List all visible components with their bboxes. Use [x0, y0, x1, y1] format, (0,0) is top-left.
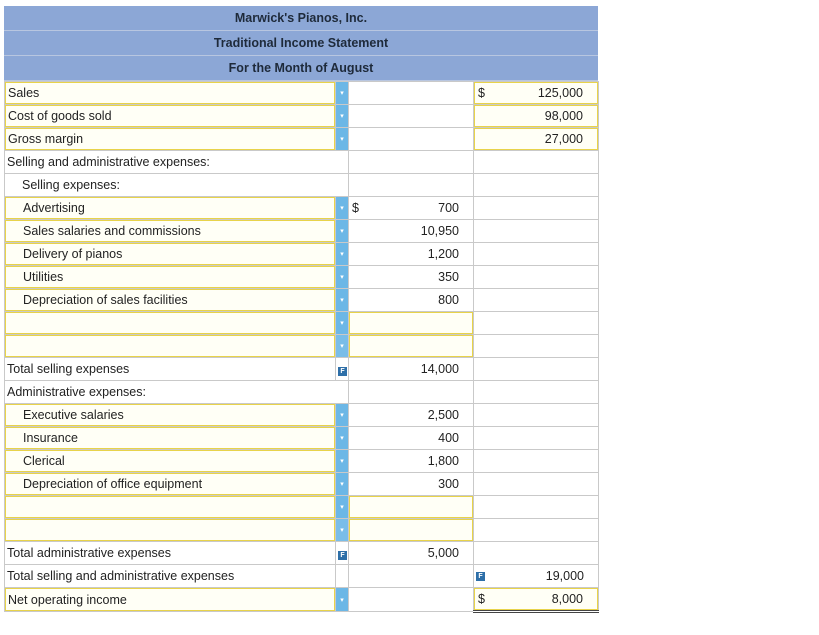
advertising-amount-field[interactable]: $ 700: [352, 201, 459, 215]
row-total-sell-admin: Total selling and administrative expenses F 19,000: [5, 565, 599, 588]
cogs-label-field[interactable]: Cost of goods sold: [5, 105, 335, 127]
row-blank-selling-1: [5, 312, 599, 335]
blank-label-field[interactable]: [5, 519, 335, 541]
sales-salaries-label-field[interactable]: Sales salaries and commissions: [5, 220, 335, 242]
statement-table: [4, 81, 599, 613]
chevron-down-icon[interactable]: ▾: [336, 243, 348, 265]
chevron-down-icon[interactable]: ▾: [336, 289, 348, 311]
insurance-amount-field[interactable]: 400: [438, 431, 459, 445]
net-income-label-field[interactable]: Net operating income: [5, 588, 335, 611]
blank-amount-field[interactable]: [349, 312, 473, 334]
gross-margin-amount-field[interactable]: 27,000: [474, 128, 598, 150]
chevron-down-icon[interactable]: ▾: [336, 197, 348, 219]
chevron-down-icon[interactable]: ▾: [336, 404, 348, 426]
row-blank-admin-1: [5, 496, 599, 519]
blank-label-field[interactable]: [5, 496, 335, 518]
row-clerical: [5, 450, 599, 473]
company-name: Marwick's Pianos, Inc.: [4, 6, 598, 31]
blank-amount-field[interactable]: [349, 519, 473, 541]
gross-margin-label-field[interactable]: Gross margin: [5, 128, 335, 150]
sales-salaries-amount-field[interactable]: 10,950: [420, 224, 459, 238]
row-utilities: [5, 266, 599, 289]
sales-amount-field[interactable]: $ 125,000: [474, 82, 598, 104]
row-blank-selling-2: [5, 335, 599, 358]
chevron-down-icon[interactable]: ▾: [336, 266, 348, 288]
chevron-down-icon[interactable]: ▾: [336, 473, 348, 495]
depr-sales-amount-field[interactable]: 800: [438, 293, 459, 307]
row-depr-sales: [5, 289, 599, 312]
statement-period: For the Month of August: [4, 56, 598, 81]
row-sell-admin-heading: Selling and administrative expenses:: [5, 151, 599, 174]
row-total-selling: Total selling expenses F 14,000: [5, 358, 599, 381]
chevron-down-icon[interactable]: ▾: [336, 335, 348, 357]
cogs-amount-field[interactable]: 98,000: [474, 105, 598, 127]
row-total-admin: Total administrative expenses F 5,000: [5, 542, 599, 565]
row-blank-admin-2: [5, 519, 599, 542]
row-cogs: [5, 105, 599, 128]
chevron-down-icon[interactable]: ▾: [336, 450, 348, 472]
row-insurance: [5, 427, 599, 450]
insurance-label-field[interactable]: Insurance: [5, 427, 335, 449]
delivery-amount-field[interactable]: 1,200: [427, 247, 459, 261]
delivery-label-field[interactable]: Delivery of pianos: [5, 243, 335, 265]
formula-icon[interactable]: F: [338, 551, 347, 560]
depr-office-amount-field[interactable]: 300: [438, 477, 459, 491]
chevron-down-icon[interactable]: ▾: [336, 519, 348, 541]
row-depr-office: [5, 473, 599, 496]
formula-icon[interactable]: F: [476, 572, 485, 581]
row-gross-margin: [5, 128, 599, 151]
clerical-label-field[interactable]: Clerical: [5, 450, 335, 472]
blank-amount-field[interactable]: [349, 335, 473, 357]
blank-label-field[interactable]: [5, 335, 335, 357]
row-exec-salaries: [5, 404, 599, 427]
advertising-label-field[interactable]: Advertising: [5, 197, 335, 219]
sales-label-field[interactable]: Sales: [5, 82, 335, 104]
utilities-label-field[interactable]: Utilities: [5, 266, 335, 288]
row-admin-heading: Administrative expenses:: [5, 381, 599, 404]
exec-salaries-label-field[interactable]: Executive salaries: [5, 404, 335, 426]
row-selling-heading: Selling expenses:: [5, 174, 599, 197]
formula-icon[interactable]: F: [338, 367, 347, 376]
row-delivery: [5, 243, 599, 266]
statement-title: Traditional Income Statement: [4, 31, 598, 56]
depr-office-label-field[interactable]: Depreciation of office equipment: [5, 473, 335, 495]
row-advertising: [5, 197, 599, 220]
clerical-amount-field[interactable]: 1,800: [427, 454, 459, 468]
chevron-down-icon[interactable]: ▾: [336, 312, 348, 334]
utilities-amount-field[interactable]: 350: [438, 270, 459, 284]
income-statement: [4, 6, 598, 613]
depr-sales-label-field[interactable]: Depreciation of sales facilities: [5, 289, 335, 311]
chevron-down-icon[interactable]: ▾: [336, 588, 348, 611]
chevron-down-icon[interactable]: ▾: [336, 496, 348, 518]
exec-salaries-amount-field[interactable]: 2,500: [427, 408, 459, 422]
row-sales-salaries: [5, 220, 599, 243]
row-sales: [5, 82, 599, 105]
chevron-down-icon[interactable]: ▾: [336, 220, 348, 242]
blank-amount-field[interactable]: [349, 496, 473, 518]
chevron-down-icon[interactable]: ▾: [336, 82, 348, 104]
blank-label-field[interactable]: [5, 312, 335, 334]
net-income-amount-field[interactable]: $ 8,000: [474, 588, 598, 610]
chevron-down-icon[interactable]: ▾: [336, 427, 348, 449]
row-net-income: [5, 588, 599, 612]
chevron-down-icon[interactable]: ▾: [336, 128, 348, 150]
chevron-down-icon[interactable]: ▾: [336, 105, 348, 127]
